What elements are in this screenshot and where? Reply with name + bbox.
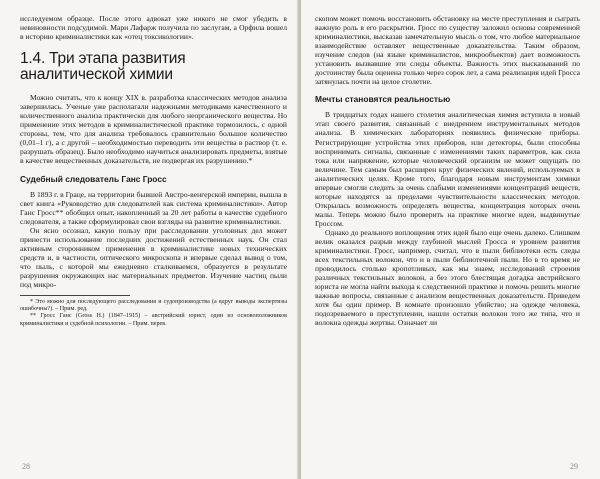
left-paragraph-3: Он ясно осознал, какую пользу при расследовании уголовных дел может принести использование последних достижений естественных наук. Он стал активным сторонником применения в криминалистике новых технических средств и, в частности, оптического микроскопа и впервые сделал вывод о том, что пыль, с которой мы ежедневно сталкиваемся, образуется в результате разрушения окружающих нас материальных предметов. Изучение частиц пыли под микро- bbox=[20, 225, 287, 289]
left-page bbox=[0, 0, 299, 479]
left-paragraph-1: Можно считать, что к концу XIX в. разработка классических методов анализа завершилась. Ученые уже располагали надежными методиками качественного и количественного анализа практически для любого неорганического вещества. Но применение этих методов в криминалистической практике тормозилось, с одной стороны, тем, что для анализа требовалось сравнительно большое количество (0,01–1 г), а с другой – необходимостью переводить эти вещества в раствор (т. е. разрушать образец). Было необходимо научиться анализировать предметы, взятые в качестве вещественных доказательств, не подвергая их разрушению.* bbox=[20, 93, 287, 166]
right-page-number: 29 bbox=[570, 462, 578, 471]
left-paragraph-2: В 1893 г. в Граце, на территории бывшей Австро-венгерской империи, вышла в свет книга «Руководство для следователей как система криминалистики». Автор Ганс Гросс** обобщил опыт, накопленный за 20 лет работы в качестве судебного следователя, а также сформулировал свои взгляды на развитие криминалистики. bbox=[20, 189, 287, 226]
chapter-title: 1.4. Три этапа развития аналитической химии bbox=[20, 50, 186, 84]
left-section-title: Судебный следователь Ганс Гросс bbox=[20, 173, 167, 184]
right-paragraph-1: скопом может помочь восстановить обстановку на месте преступления и сыграть важную роль в его раскрытии. Гросс по существу заложил основы современной криминалистики, высказав замечательную мысль о том, что любое материальное взаимодействие оставляет вещественные доказательства. Таким образом, изучение следов (на языке криминалистов, микрообъектов) дает возможность установить вызвавшие эти следы объекты. Важность этих высказываний по достоинству была оценена только через сорок лет, а сама реализация идей Гросса затянулась почти на целое столетие. bbox=[315, 14, 580, 87]
right-page bbox=[301, 0, 600, 479]
left-top-paragraph: исследуемом образце. После этого адвокат уже никого не смог убедить в невиновности подсудимой. Мари Лафарж получила по заслугам, а Орфила вошел в историю криминалистики как «отец токсикологии». bbox=[20, 14, 287, 42]
right-section-title: Мечты становятся реальностью bbox=[315, 94, 451, 105]
footnote-2: ** Гросс Ганс (Gross H.) (1847–1915) – австрийский юрист, один из основоположников криминалистики и судебной психологии. – Прим. перев. bbox=[20, 313, 287, 327]
footnotes bbox=[20, 299, 287, 328]
right-paragraph-3: Однако до реального воплощения этих идей было еще очень далеко. Слишком велик оказался разрыв между глубиной мыслей Гросса и уровнем развития криминалистики. Гросс, например, считал, что в пыли библиотеки есть следы всех текстильных волокон, что и в пыли библиотечной пыли. Но в то время не проводилось столько кропотливых, как мы знаем, исследований строения различных текстильных волокон, а без этого блестящая догадка австрийского юриста не могла найти выхода к следственной практике и помочь решить многие важные вопросы, связанные с анализом вещественных доказательств. Приведем хотя бы один пример. В комнате произошло убийство; на одежде человека, подозреваемого в преступлении, нашли остатки волокон того же типа, что и волокна одежды жертвы. Означает ли bbox=[315, 227, 580, 328]
left-page-number: 28 bbox=[22, 462, 30, 471]
footnote-1: * Это можно для последующего расследования и судопроизводства (а вдруг выводы экспертизы ошибочны?). – Прим. ред. bbox=[20, 299, 287, 313]
footnote-divider bbox=[20, 295, 130, 296]
right-paragraph-2: В тридцатых годах нашего столетия аналитическая химия вступила в новый этап своего развития, связанный с внедрением инструментальных методов анализа. В химических лабораториях появились физические приборы. Регистрирующие устройства этих приборов, или детекторы, были способны воспринимать сигналы, связанные с изменениями таких параметров, как сила тока или напряжение, которые человеческий организм не может ощущать по величине. Тем самым был расширен круг физических явлений, используемых в аналитических целях. Кроме того, благодаря новым инструментам химики впервые смогли следить за очень слабыми изменениями концентраций веществ, которые находятся за пределами чувствительности классических методов. Открылась возможность определять вещества, концентрация которых очень малы. Теперь можно было проверить на практике многие идеи, выдвинутые Гроссом. bbox=[315, 110, 580, 228]
